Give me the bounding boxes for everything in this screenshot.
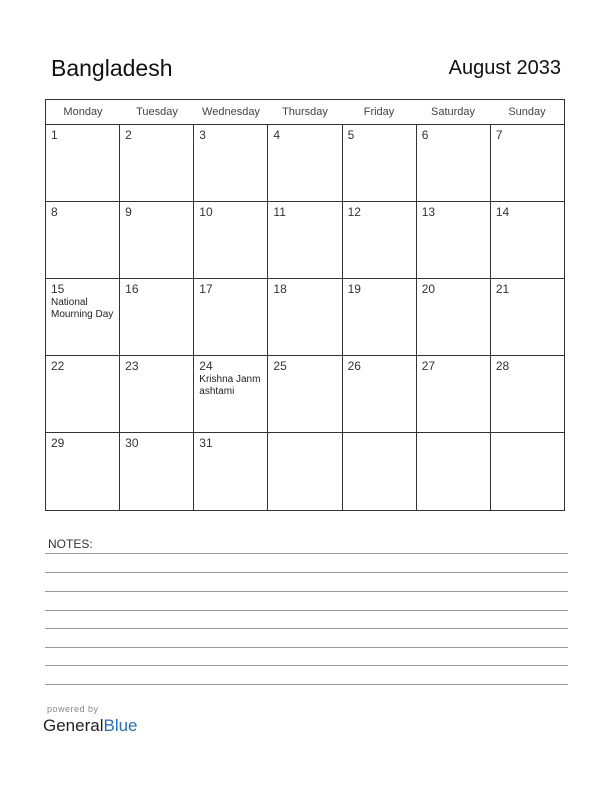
day-cell: [417, 202, 491, 278]
day-cell: [268, 356, 342, 432]
day-cell: [491, 356, 564, 432]
day-number: 16: [125, 282, 139, 296]
weekday-saturday: Saturday: [430, 106, 476, 118]
day-number: 22: [51, 359, 65, 373]
day-cell: [417, 433, 491, 510]
week-row: [46, 356, 564, 433]
day-cell: [417, 356, 491, 432]
day-cell: [268, 202, 342, 278]
note-line: [45, 628, 568, 629]
weekday-thursday: Thursday: [282, 106, 328, 118]
day-cell: [268, 125, 342, 201]
day-cell: [120, 356, 194, 432]
day-number: 6: [421, 128, 429, 142]
day-cell: [120, 202, 194, 278]
day-cell: [417, 125, 491, 201]
day-number: 19: [347, 282, 361, 296]
day-number: 17: [199, 282, 213, 296]
day-number: 23: [125, 359, 139, 373]
week-row: [46, 202, 564, 279]
note-line: [45, 684, 568, 685]
day-number: 31: [199, 436, 213, 450]
day-number: 18: [273, 282, 287, 296]
day-number: 2: [125, 128, 132, 142]
day-number: 30: [125, 436, 139, 450]
day-number: 15: [51, 282, 65, 296]
notes-label: NOTES:: [48, 537, 93, 551]
day-number: 13: [421, 205, 436, 219]
day-cell: [491, 279, 564, 355]
holiday-label: Krishna Janmashtami: [199, 374, 261, 397]
weekday-header-row: [46, 100, 564, 125]
day-number: 27: [421, 359, 436, 373]
day-number: 26: [347, 359, 361, 373]
day-cell: [343, 125, 417, 201]
holiday-label: National Mourning Day: [51, 297, 114, 320]
day-cell: [194, 202, 268, 278]
week-row: [46, 279, 564, 356]
day-cell: [46, 279, 120, 355]
day-number: 4: [273, 128, 281, 142]
day-number: 8: [51, 205, 58, 219]
day-cell: [46, 125, 120, 201]
day-number: 21: [495, 282, 510, 296]
day-cell: [46, 202, 120, 278]
day-number: 12: [347, 205, 361, 219]
weekday-monday: Monday: [63, 106, 103, 118]
day-number: 29: [51, 436, 65, 450]
day-cell: [194, 356, 268, 432]
country-title: Bangladesh: [51, 55, 173, 81]
day-number: 9: [125, 205, 132, 219]
brand-general: General: [43, 716, 104, 735]
day-cell: [46, 356, 120, 432]
day-number: 3: [199, 128, 206, 142]
day-cell: [343, 202, 417, 278]
note-line: [45, 665, 568, 666]
note-line: [45, 553, 568, 554]
day-cell: [120, 125, 194, 201]
note-line: [45, 591, 568, 592]
day-cell: [268, 279, 342, 355]
day-number: 5: [347, 128, 355, 142]
week-row: [46, 433, 564, 510]
day-number: 25: [273, 359, 287, 373]
day-cell: [491, 125, 564, 201]
day-number: 14: [495, 205, 510, 219]
day-cell: [46, 433, 120, 510]
day-number: 24: [199, 359, 213, 373]
weekday-sunday: Sunday: [508, 106, 546, 118]
powered-by-label: powered by: [47, 704, 99, 714]
weekday-friday: Friday: [363, 106, 395, 118]
day-cell: [194, 279, 268, 355]
day-number: 10: [199, 205, 213, 219]
note-line: [45, 610, 568, 611]
day-number: 7: [495, 128, 503, 142]
day-cell: [491, 202, 564, 278]
day-cell: [417, 279, 491, 355]
brand-blue: Blue: [103, 716, 138, 735]
day-number: 1: [51, 128, 58, 142]
week-row: [46, 125, 564, 202]
weekday-wednesday: Wednesday: [202, 106, 260, 118]
day-number: 11: [273, 205, 286, 219]
day-cell: [343, 433, 417, 510]
calendar-grid: [45, 99, 565, 511]
note-line: [45, 647, 568, 648]
day-cell: [120, 279, 194, 355]
day-number: 20: [421, 282, 436, 296]
day-cell: [120, 433, 194, 510]
day-cell: [343, 356, 417, 432]
day-cell: [194, 433, 268, 510]
month-title: August 2033: [448, 57, 561, 79]
day-number: 28: [495, 359, 510, 373]
day-cell: [268, 433, 342, 510]
day-cell: [491, 433, 564, 510]
day-cell: [343, 279, 417, 355]
day-cell: [194, 125, 268, 201]
brand-logo: [43, 716, 138, 736]
note-line: [45, 572, 568, 573]
weekday-tuesday: Tuesday: [136, 106, 178, 118]
